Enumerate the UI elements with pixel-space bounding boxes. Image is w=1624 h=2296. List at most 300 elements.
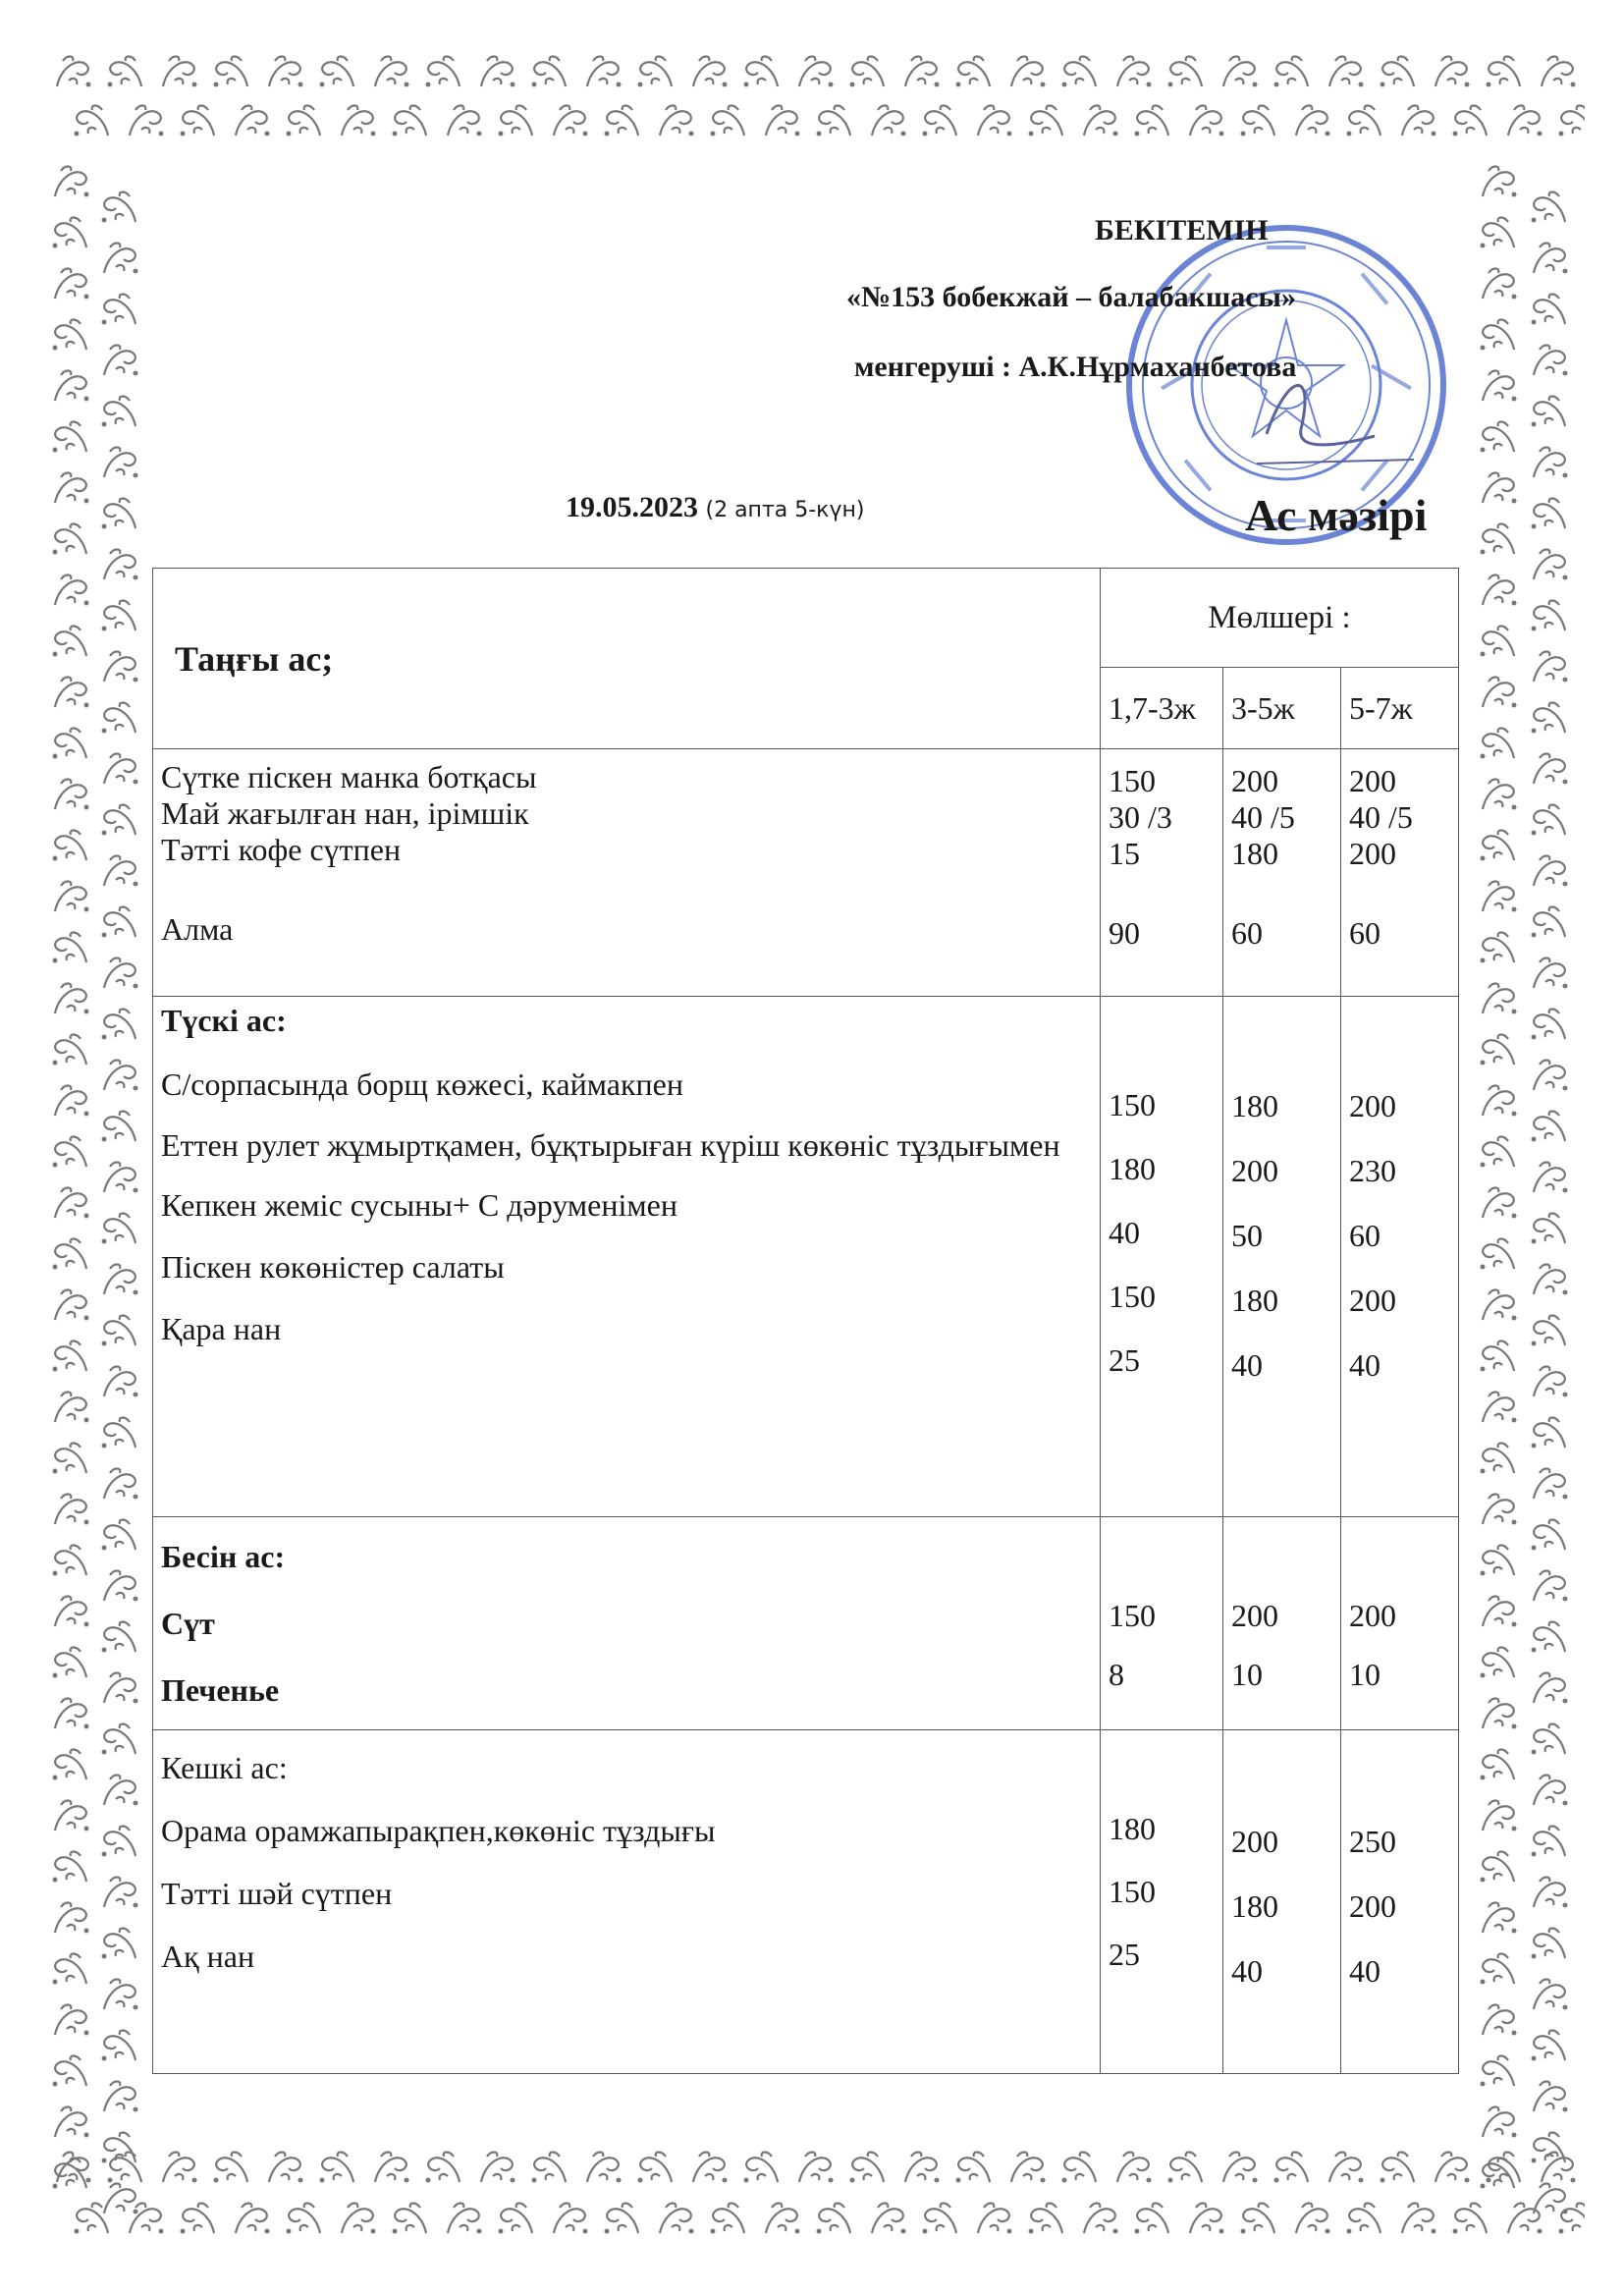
ornament-swirl-icon <box>811 2194 858 2241</box>
ornament-swirl-icon <box>47 1536 94 1583</box>
ornament-swirl-icon <box>1428 47 1475 94</box>
quantity-value: 8 <box>1109 1657 1124 1692</box>
ornament-swirl-icon <box>1526 898 1573 945</box>
quantity-value: 200 <box>1349 1888 1396 1924</box>
ornament-swirl-icon <box>652 96 699 143</box>
ornament-swirl-icon <box>1526 1868 1573 1915</box>
ornament-swirl-icon <box>96 1408 143 1455</box>
ornament-swirl-icon <box>1023 96 1070 143</box>
ornament-swirl-icon <box>96 1153 143 1200</box>
ornament-swirl-icon <box>47 1638 94 1685</box>
ornament-swirl-icon <box>102 2143 149 2190</box>
ornament-swirl-icon <box>47 1995 94 2043</box>
ornament-swirl-icon <box>47 157 94 204</box>
ornament-swirl-icon <box>1526 1561 1573 1609</box>
ornament-swirl-icon <box>96 2123 143 2170</box>
lunch-g3 <box>1341 997 1459 1517</box>
lunch-row <box>153 997 1459 1517</box>
ornament-swirl-icon <box>1475 974 1522 1021</box>
ornament-swirl-icon <box>1526 591 1573 638</box>
ornament-swirl-icon <box>1475 2149 1522 2196</box>
ornament-swirl-icon <box>1288 96 1335 143</box>
ornament-swirl-icon <box>47 1076 94 1123</box>
ornament-swirl-icon <box>69 96 116 143</box>
ornament-swirl-icon <box>96 1970 143 2017</box>
quantity-value: 40 <box>1349 1953 1380 1989</box>
snack-g1 <box>1101 1517 1223 1730</box>
ornament-swirl-icon <box>96 1664 143 1711</box>
ornament-swirl-icon <box>228 96 275 143</box>
ornament-swirl-icon <box>1341 2194 1388 2241</box>
ornament-swirl-icon <box>1526 1000 1573 1047</box>
quantity-value: 40 <box>1349 1347 1380 1383</box>
ornament-swirl-icon <box>96 1817 143 1864</box>
quantity-value: 15 <box>1109 836 1140 871</box>
quantity-value: 50 <box>1231 1218 1263 1253</box>
ornament-swirl-icon <box>47 1281 94 1328</box>
ornament-swirl-icon <box>440 2194 487 2241</box>
quantity-value: 180 <box>1231 836 1278 871</box>
ornament-swirl-icon <box>96 642 143 689</box>
ornament-swirl-icon <box>1526 1255 1573 1302</box>
age-group-1: 1,7-3ж <box>1101 668 1223 749</box>
ornament-swirl-icon <box>96 234 143 281</box>
ornament-swirl-icon <box>546 96 593 143</box>
breakfast-row <box>153 749 1459 997</box>
ornament-swirl-icon <box>1394 2194 1441 2241</box>
ornament-swirl-icon <box>47 1025 94 1072</box>
ornament-swirl-icon <box>96 1613 143 1660</box>
approval-title: БЕКІТЕМІН <box>1095 214 1269 246</box>
ornament-swirl-icon <box>47 668 94 715</box>
ornament-swirl-icon <box>1526 234 1573 281</box>
ornament-swirl-icon <box>1475 1893 1522 1941</box>
quantity-value: 180 <box>1109 1151 1156 1186</box>
quantity-value: 180 <box>1231 1088 1278 1123</box>
ornament-swirl-icon <box>208 47 255 94</box>
ornament-swirl-icon <box>367 2143 414 2190</box>
ornament-swirl-icon <box>1322 2143 1369 2190</box>
ornament-swirl-icon <box>897 47 945 94</box>
ornament-swirl-icon <box>1475 1383 1522 1430</box>
ornament-swirl-icon <box>175 2194 222 2241</box>
ornament-swirl-icon <box>1288 2194 1335 2241</box>
list-item: Орама орамжапырақпен,көкөніс тұздығы <box>161 1813 716 1848</box>
list-item: Сүтке піскен манка ботқасы <box>161 759 537 794</box>
ornament-swirl-icon <box>758 96 805 143</box>
ornament-swirl-icon <box>1526 1817 1573 1864</box>
ornament-swirl-icon <box>96 285 143 332</box>
quantity-value: 10 <box>1231 1657 1263 1692</box>
ornament-swirl-icon <box>864 96 911 143</box>
ornament-swirl-icon <box>1526 2123 1573 2170</box>
quantity-header: Мөлшері : <box>1101 569 1459 668</box>
ornament-swirl-icon <box>1475 1230 1522 1277</box>
ornament-swirl-icon <box>47 208 94 255</box>
ornament-swirl-icon <box>1475 1332 1522 1379</box>
ornament-swirl-icon <box>970 2194 1017 2241</box>
ornament-swirl-icon <box>96 1715 143 1762</box>
ornament-swirl-icon <box>758 2194 805 2241</box>
ornament-swirl-icon <box>47 2098 94 2145</box>
dinner-row <box>153 1730 1459 2074</box>
ornament-swirl-icon <box>334 2194 381 2241</box>
ornament-swirl-icon <box>579 2143 626 2190</box>
list-item: Май жағылған нан, ірімшік <box>161 795 529 831</box>
ornament-swirl-icon <box>1003 2143 1051 2190</box>
ornament-swirl-icon <box>632 47 679 94</box>
ornament-swirl-icon <box>47 1689 94 1736</box>
ornament-swirl-icon <box>228 2194 275 2241</box>
ornament-swirl-icon <box>950 2143 998 2190</box>
ornament-swirl-icon <box>47 1587 94 1634</box>
ornament-swirl-icon <box>1163 2143 1210 2190</box>
ornament-swirl-icon <box>1526 744 1573 792</box>
ornament-swirl-icon <box>1500 96 1547 143</box>
quantity-value: 200 <box>1231 1824 1278 1859</box>
ornament-swirl-icon <box>1269 47 1316 94</box>
ornament-swirl-icon <box>599 96 646 143</box>
ornament-swirl-icon <box>47 1230 94 1277</box>
quantity-value: 230 <box>1349 1153 1396 1188</box>
menu-date: 19.05.2023 <box>566 491 698 523</box>
ornament-swirl-icon <box>1475 1740 1522 1787</box>
quantity-value: 40 /5 <box>1349 799 1413 835</box>
lunch-g2 <box>1223 997 1341 1517</box>
ornament-swirl-icon <box>1129 2194 1176 2241</box>
ornament-swirl-icon <box>1526 336 1573 383</box>
ornament-swirl-icon <box>526 47 573 94</box>
ornament-swirl-icon <box>1534 2143 1581 2190</box>
list-item: Қара нан <box>161 1311 282 1346</box>
ornament-swirl-icon <box>897 2143 945 2190</box>
quantity-value: 30 /3 <box>1109 799 1172 835</box>
ornament-swirl-icon <box>493 96 540 143</box>
ornament-swirl-icon <box>261 2143 308 2190</box>
ornament-swirl-icon <box>281 2194 328 2241</box>
ornament-swirl-icon <box>314 47 361 94</box>
ornament-swirl-icon <box>47 2047 94 2094</box>
ornament-swirl-icon <box>47 1842 94 1889</box>
ornament-swirl-icon <box>96 387 143 434</box>
list-item: Кепкен жеміс сусыны+ С дәруменімен <box>161 1187 677 1223</box>
ornament-swirl-icon <box>1475 157 1522 204</box>
ornament-swirl-icon <box>47 412 94 460</box>
ornament-swirl-icon <box>1475 923 1522 970</box>
ornament-swirl-icon <box>1481 47 1528 94</box>
ornament-swirl-icon <box>1526 642 1573 689</box>
ornament-swirl-icon <box>47 923 94 970</box>
ornament-swirl-icon <box>1216 2143 1263 2190</box>
ornament-swirl-icon <box>47 2149 94 2196</box>
ornament-swirl-icon <box>1481 2143 1528 2190</box>
ornament-swirl-icon <box>96 591 143 638</box>
quantity-value: 60 <box>1349 915 1380 951</box>
ornament-swirl-icon <box>1526 540 1573 587</box>
dinner-items <box>153 1730 1101 2074</box>
quantity-value: 200 <box>1231 1598 1278 1633</box>
ornament-swirl-icon <box>1475 1944 1522 1992</box>
ornament-swirl-icon <box>1475 1178 1522 1226</box>
ornament-swirl-icon <box>47 566 94 613</box>
ornament-swirl-icon <box>1475 1587 1522 1634</box>
ornament-swirl-icon <box>1526 847 1573 894</box>
ornament-swirl-icon <box>473 47 520 94</box>
ornament-swirl-icon <box>96 744 143 792</box>
ornament-swirl-icon <box>314 2143 361 2190</box>
ornament-swirl-icon <box>387 96 434 143</box>
list-item: С/сорпасында борщ көжесі, каймакпен <box>161 1066 683 1102</box>
breakfast-g1 <box>1101 749 1223 997</box>
ornament-swirl-icon <box>334 96 381 143</box>
quantity-value: 150 <box>1109 1087 1156 1122</box>
ornament-swirl-icon <box>208 2143 255 2190</box>
quantity-value: 250 <box>1349 1824 1396 1859</box>
ornament-swirl-icon <box>420 47 467 94</box>
ornament-swirl-icon <box>1475 770 1522 817</box>
ornament-swirl-icon <box>47 974 94 1021</box>
ornament-swirl-icon <box>1269 2143 1316 2190</box>
ornament-swirl-icon <box>47 1791 94 1838</box>
ornament-swirl-icon <box>155 47 202 94</box>
ornament-swirl-icon <box>47 1434 94 1481</box>
ornament-swirl-icon <box>96 2021 143 2068</box>
ornament-swirl-icon <box>1475 668 1522 715</box>
ornament-swirl-icon <box>96 1306 143 1353</box>
ornament-swirl-icon <box>96 489 143 536</box>
quantity-value: 60 <box>1349 1218 1380 1253</box>
ornament-swirl-icon <box>440 96 487 143</box>
ornament-swirl-icon <box>526 2143 573 2190</box>
ornament-swirl-icon <box>844 2143 892 2190</box>
list-item: Ақ нан <box>161 1939 255 1974</box>
ornament-swirl-icon <box>1394 96 1441 143</box>
list-item: Тәтті шәй сүтпен <box>161 1876 393 1911</box>
ornament-swirl-icon <box>546 2194 593 2241</box>
lunch-items <box>153 997 1101 1517</box>
ornament-swirl-icon <box>96 336 143 383</box>
quantity-value: 150 <box>1109 1598 1156 1633</box>
ornament-swirl-icon <box>47 1332 94 1379</box>
quantity-value: 200 <box>1231 1153 1278 1188</box>
ornament-swirl-icon <box>1553 96 1585 143</box>
ornament-swirl-icon <box>155 2143 202 2190</box>
ornament-swirl-icon <box>1526 1510 1573 1558</box>
ornament-swirl-icon <box>1526 438 1573 485</box>
ornament-swirl-icon <box>1526 1306 1573 1353</box>
ornament-swirl-icon <box>96 1357 143 1404</box>
menu-table <box>152 568 1459 2074</box>
ornament-swirl-icon <box>738 2143 785 2190</box>
ornament-border-bottom <box>39 2131 1585 2259</box>
ornament-swirl-icon <box>632 2143 679 2190</box>
ornament-swirl-icon <box>96 1561 143 1609</box>
lunch-g1 <box>1101 997 1223 1517</box>
ornament-swirl-icon <box>1163 47 1210 94</box>
ornament-swirl-icon <box>1182 2194 1229 2241</box>
ornament-swirl-icon <box>1447 96 1494 143</box>
dinner-g3 <box>1341 1730 1459 2074</box>
ornament-swirl-icon <box>69 2194 116 2241</box>
ornament-swirl-icon <box>47 770 94 817</box>
breakfast-g3 <box>1341 749 1459 997</box>
ornament-swirl-icon <box>1526 949 1573 996</box>
quantity-value: 150 <box>1109 763 1156 798</box>
ornament-swirl-icon <box>1235 2194 1282 2241</box>
ornament-swirl-icon <box>844 47 892 94</box>
ornament-swirl-icon <box>122 96 169 143</box>
quantity-value: 40 /5 <box>1231 799 1295 835</box>
table-header-row <box>153 569 1459 668</box>
ornament-swirl-icon <box>47 361 94 409</box>
quantity-value: 200 <box>1349 1283 1396 1318</box>
ornament-swirl-icon <box>970 96 1017 143</box>
quantity-value: 60 <box>1231 915 1263 951</box>
ornament-swirl-icon <box>47 464 94 511</box>
ornament-swirl-icon <box>1475 310 1522 357</box>
ornament-swirl-icon <box>811 96 858 143</box>
ornament-swirl-icon <box>1526 1613 1573 1660</box>
ornament-swirl-icon <box>1447 2194 1494 2241</box>
ornament-swirl-icon <box>1526 1766 1573 1813</box>
ornament-swirl-icon <box>47 1944 94 1992</box>
ornament-swirl-icon <box>1076 96 1123 143</box>
ornament-swirl-icon <box>96 1204 143 1251</box>
ornament-swirl-icon <box>96 183 143 230</box>
ornament-swirl-icon <box>1056 2143 1104 2190</box>
list-item: Сүт <box>161 1606 215 1641</box>
ornament-swirl-icon <box>917 96 964 143</box>
ornament-swirl-icon <box>122 2194 169 2241</box>
ornament-swirl-icon <box>1475 617 1522 664</box>
ornament-swirl-icon <box>1341 96 1388 143</box>
ornament-swirl-icon <box>1553 2194 1585 2241</box>
ornament-swirl-icon <box>96 1766 143 1813</box>
quantity-value: 200 <box>1349 763 1396 798</box>
ornament-swirl-icon <box>96 1051 143 1098</box>
ornament-swirl-icon <box>1526 693 1573 740</box>
ornament-swirl-icon <box>1526 1919 1573 1966</box>
ornament-swirl-icon <box>49 2143 96 2190</box>
ornament-swirl-icon <box>47 1383 94 1430</box>
breakfast-header: Таңғы ас; <box>153 569 1101 749</box>
dinner-g1 <box>1101 1730 1223 2074</box>
ornament-swirl-icon <box>493 2194 540 2241</box>
approval-organization: «№153 бобекжай – балабакшасы» <box>846 281 1296 313</box>
ornament-swirl-icon <box>685 2143 732 2190</box>
ornament-swirl-icon <box>1110 2143 1157 2190</box>
menu-title: Ас мәзірі <box>1245 490 1428 540</box>
ornament-swirl-icon <box>791 2143 839 2190</box>
ornament-swirl-icon <box>1475 1995 1522 2043</box>
list-item: Печенье <box>161 1672 280 1708</box>
ornament-swirl-icon <box>1475 821 1522 868</box>
ornament-swirl-icon <box>1475 1485 1522 1532</box>
age-group-3: 5-7ж <box>1341 668 1459 749</box>
ornament-swirl-icon <box>652 2194 699 2241</box>
ornament-swirl-icon <box>1526 285 1573 332</box>
ornament-swirl-icon <box>950 47 998 94</box>
ornament-border-left <box>39 39 157 2259</box>
ornament-swirl-icon <box>47 719 94 766</box>
dinner-g2 <box>1223 1730 1341 2074</box>
breakfast-g2 <box>1223 749 1341 997</box>
list-item: Піскен көкөністер салаты <box>161 1249 505 1285</box>
ornament-swirl-icon <box>96 1919 143 1966</box>
ornament-swirl-icon <box>1526 489 1573 536</box>
ornament-swirl-icon <box>387 2194 434 2241</box>
ornament-swirl-icon <box>1475 2098 1522 2145</box>
ornament-swirl-icon <box>1526 1459 1573 1506</box>
menu-date-note: (2 апта 5-күн) <box>705 498 865 522</box>
menu-date-line <box>566 491 864 524</box>
ornament-swirl-icon <box>1526 183 1573 230</box>
list-item: Тәтті кофе сүтпен <box>161 832 402 867</box>
ornament-swirl-icon <box>1526 1408 1573 1455</box>
ornament-swirl-icon <box>864 2194 911 2241</box>
lunch-title: Түскі ас: <box>161 1003 287 1038</box>
ornament-swirl-icon <box>1526 387 1573 434</box>
ornament-swirl-icon <box>47 617 94 664</box>
ornament-swirl-icon <box>1526 1153 1573 1200</box>
ornament-swirl-icon <box>96 438 143 485</box>
ornament-swirl-icon <box>1475 1536 1522 1583</box>
age-group-2: 3-5ж <box>1223 668 1341 749</box>
quantity-value: 200 <box>1349 836 1396 871</box>
ornament-swirl-icon <box>96 1510 143 1558</box>
ornament-swirl-icon <box>1023 2194 1070 2241</box>
ornament-swirl-icon <box>1526 2021 1573 2068</box>
snack-items <box>153 1517 1101 1730</box>
quantity-value: 25 <box>1109 1937 1140 1972</box>
ornament-swirl-icon <box>1475 1842 1522 1889</box>
ornament-swirl-icon <box>102 47 149 94</box>
ornament-swirl-icon <box>1475 515 1522 562</box>
ornament-swirl-icon <box>1475 1791 1522 1838</box>
ornament-swirl-icon <box>96 693 143 740</box>
list-item: Еттен рулет жұмыртқамен, бұқтырыған күріш көкөніс тұздығымен <box>161 1127 1060 1163</box>
ornament-swirl-icon <box>1182 96 1229 143</box>
ornament-swirl-icon <box>47 1178 94 1226</box>
ornament-swirl-icon <box>1526 1051 1573 1098</box>
ornament-swirl-icon <box>47 1485 94 1532</box>
ornament-border-right <box>1463 39 1585 2259</box>
ornament-swirl-icon <box>1475 1127 1522 1175</box>
ornament-swirl-icon <box>1475 361 1522 409</box>
ornament-swirl-icon <box>1475 1638 1522 1685</box>
ornament-swirl-icon <box>175 96 222 143</box>
ornament-swirl-icon <box>1375 47 1422 94</box>
ornament-swirl-icon <box>1475 2047 1522 2094</box>
ornament-swirl-icon <box>917 2194 964 2241</box>
ornament-swirl-icon <box>47 310 94 357</box>
ornament-swirl-icon <box>47 259 94 306</box>
ornament-swirl-icon <box>47 515 94 562</box>
quantity-value: 180 <box>1109 1811 1156 1846</box>
ornament-swirl-icon <box>1526 795 1573 843</box>
ornament-swirl-icon <box>47 872 94 919</box>
snack-row <box>153 1517 1459 1730</box>
ornament-swirl-icon <box>49 47 96 94</box>
ornament-swirl-icon <box>96 795 143 843</box>
ornament-swirl-icon <box>281 96 328 143</box>
ornament-swirl-icon <box>1475 872 1522 919</box>
ornament-swirl-icon <box>599 2194 646 2241</box>
ornament-swirl-icon <box>1110 47 1157 94</box>
ornament-swirl-icon <box>1526 1204 1573 1251</box>
ornament-swirl-icon <box>1475 1689 1522 1736</box>
quantity-value: 150 <box>1109 1874 1156 1909</box>
